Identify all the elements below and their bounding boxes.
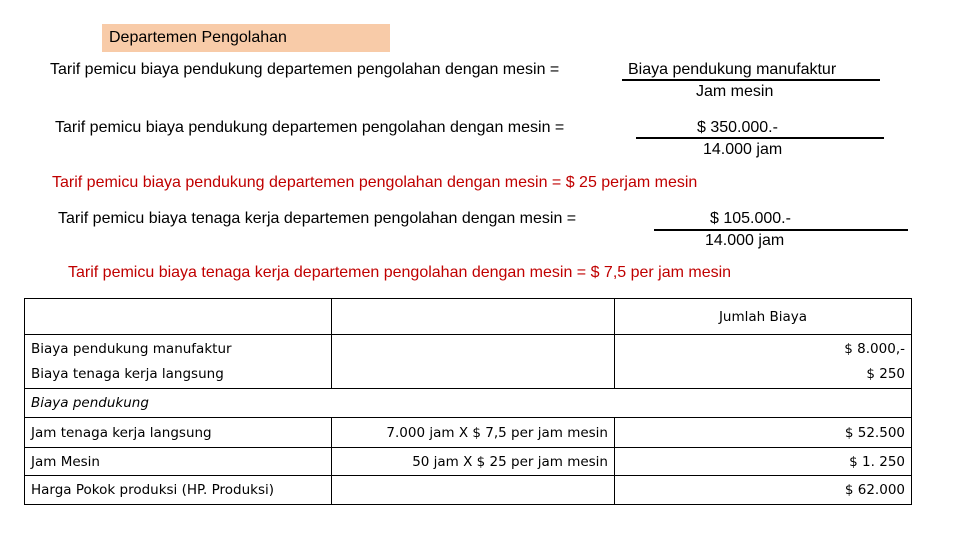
formula1-numerator: Biaya pendukung manufaktur [628,61,837,78]
cost-table [24,298,912,505]
header-empty-2 [332,299,615,335]
formula1-denominator: Jam mesin [696,83,774,100]
label-biaya-manufaktur: Biaya pendukung manufaktur [31,340,232,357]
formula3-numerator: $ 105.000.- [710,210,791,227]
table-header-row [25,299,912,335]
label-biaya-tenaga-kerja: Biaya tenaga kerja langsung [31,365,224,382]
label-jam-mesin: Jam Mesin [25,448,332,476]
label-harga-pokok-produksi: Harga Pokok produksi (HP. Produksi) [25,476,332,505]
formula2-numerator: $ 350.000.- [697,119,778,136]
amount-jam-tenaga-kerja: $ 52.500 [615,418,912,448]
section-title: Departemen Pengolahan [109,29,287,46]
labels-biaya-cell [25,335,332,389]
formula1-left: Tarif pemicu biaya pendukung departemen pengolahan dengan mesin = [50,61,560,78]
table-row [25,335,912,389]
result-pendukung: Tarif pemicu biaya pendukung departemen pengolahan dengan mesin = $ 25 perjam mesin [52,174,698,191]
result-tenaga-kerja: Tarif pemicu biaya tenaga kerja departemen pengolahan dengan mesin = $ 7,5 per jam mesin [68,264,732,281]
amount-jam-mesin: $ 1. 250 [615,448,912,476]
calc-jam-mesin: 50 jam X $ 25 per jam mesin [332,448,615,476]
amount-harga-pokok-produksi: $ 62.000 [615,476,912,505]
formula2-fraction-line [636,137,884,139]
formula3-fraction-line [654,229,908,231]
label-jam-tenaga-kerja: Jam tenaga kerja langsung [25,418,332,448]
amount-biaya-manufaktur: $ 8.000,- [844,340,905,357]
amounts-biaya-cell [615,335,912,389]
table-row [25,389,912,418]
table-row [25,448,912,476]
table-row [25,418,912,448]
section-header [102,24,390,52]
header-empty-1 [25,299,332,335]
formula1-fraction-line [622,79,880,81]
calc-empty-cell [332,335,615,389]
formula3-left: Tarif pemicu biaya tenaga kerja departemen pengolahan dengan mesin = [58,210,577,227]
formula2-denominator: 14.000 jam [703,141,783,158]
calc-empty-hp [332,476,615,505]
calc-jam-tenaga-kerja: 7.000 jam X $ 7,5 per jam mesin [332,418,615,448]
header-jumlah-biaya: Jumlah Biaya [615,299,912,335]
table-row [25,476,912,505]
formula2-left: Tarif pemicu biaya pendukung departemen pengolahan dengan mesin = [55,119,565,136]
label-biaya-pendukung: Biaya pendukung [25,389,912,418]
amount-biaya-tenaga-kerja: $ 250 [866,365,905,382]
formula3-denominator: 14.000 jam [705,232,785,249]
